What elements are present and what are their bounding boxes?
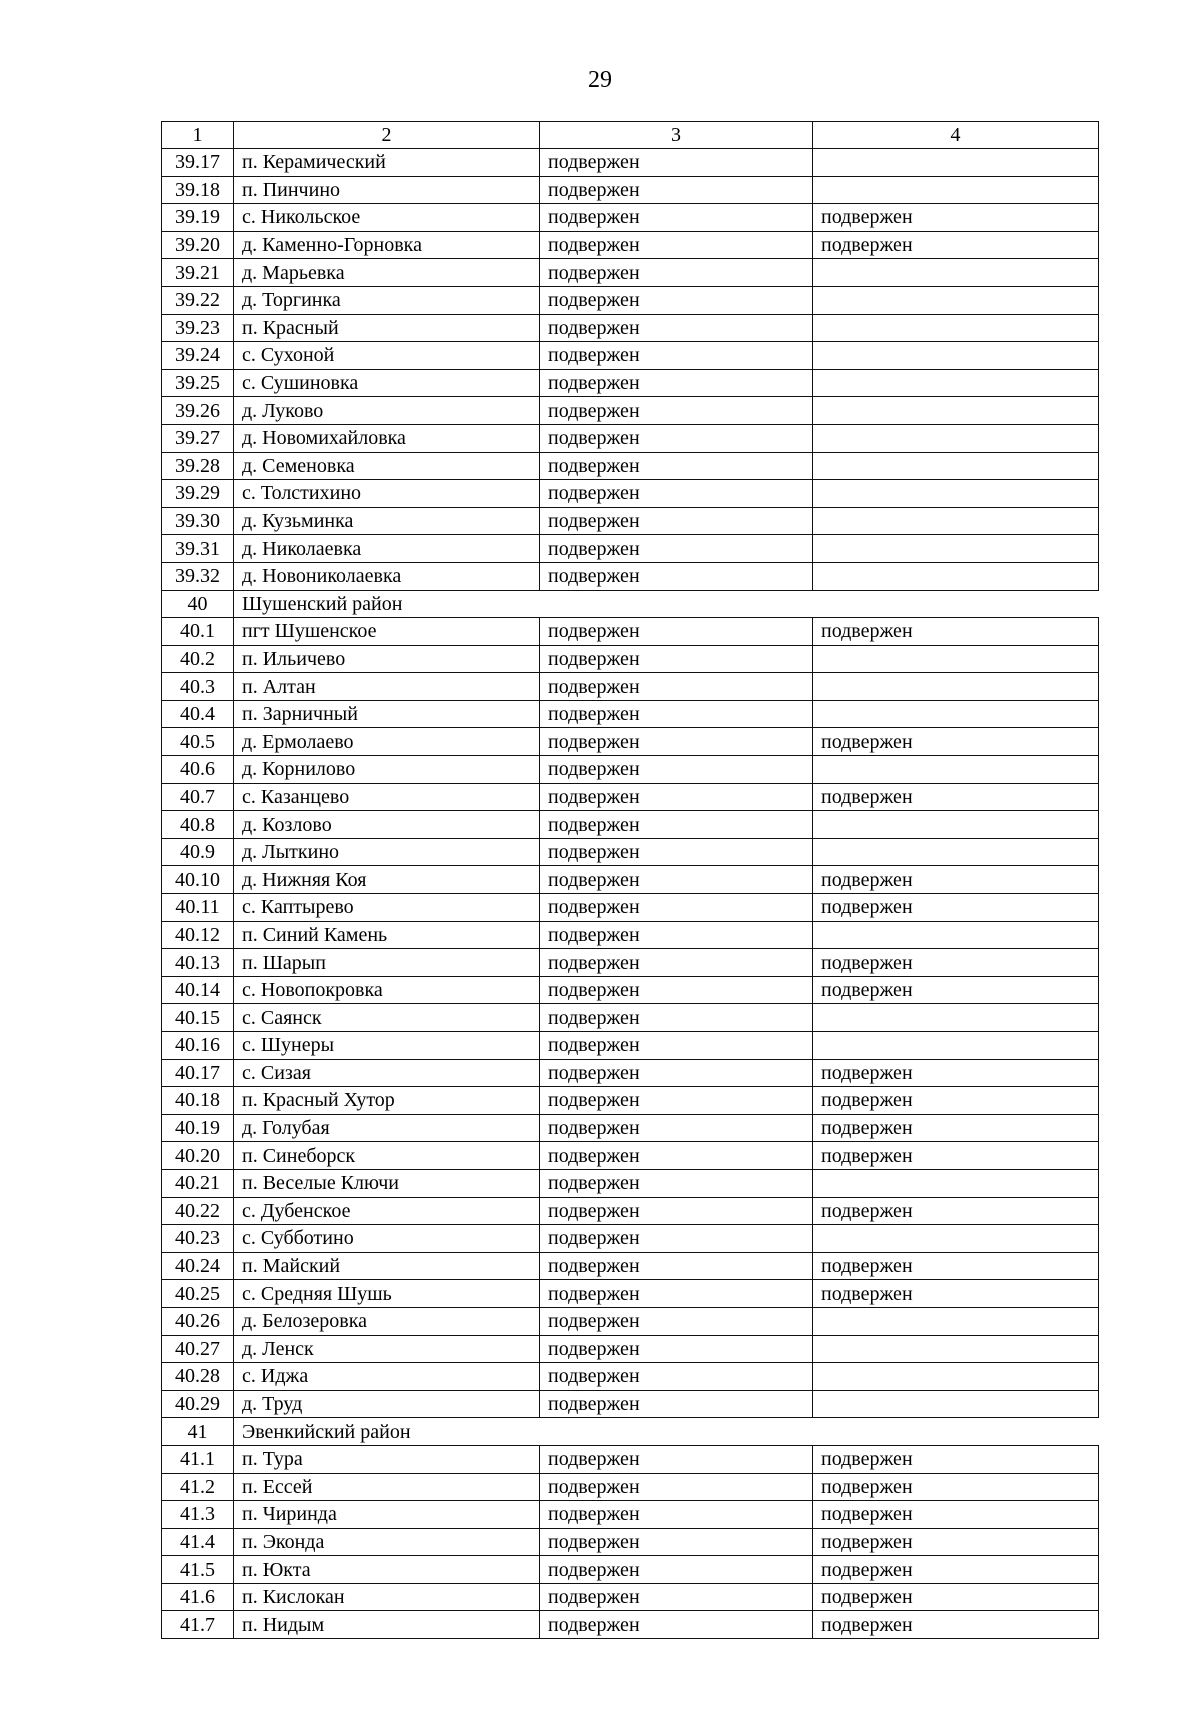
col3-status: подвержен	[540, 259, 813, 287]
row-number: 40.3	[162, 673, 234, 701]
table-row	[162, 1032, 1099, 1060]
table-row	[162, 259, 1099, 287]
col4-status: подвержен	[813, 1445, 1099, 1473]
settlement-name: д. Ермолаево	[234, 728, 540, 756]
row-number: 40.29	[162, 1390, 234, 1418]
row-number: 41	[162, 1418, 234, 1446]
table-row	[162, 976, 1099, 1004]
table-body	[162, 149, 1099, 1639]
settlement-name: п. Кислокан	[234, 1583, 540, 1611]
col4-status: подвержен	[813, 1611, 1099, 1639]
row-number: 39.17	[162, 149, 234, 177]
settlement-name: п. Синий Камень	[234, 921, 540, 949]
row-number: 40.5	[162, 728, 234, 756]
row-number: 41.6	[162, 1583, 234, 1611]
row-number: 40.19	[162, 1114, 234, 1142]
col3-status: подвержен	[540, 314, 813, 342]
table-row	[162, 1169, 1099, 1197]
settlement-name: с. Дубенское	[234, 1197, 540, 1225]
settlement-name: п. Тура	[234, 1445, 540, 1473]
col4-status	[813, 452, 1099, 480]
settlement-name: д. Корнилово	[234, 756, 540, 784]
table-row	[162, 1390, 1099, 1418]
settlement-name: д. Ленск	[234, 1335, 540, 1363]
col4-status	[813, 756, 1099, 784]
col3-status: подвержен	[540, 811, 813, 839]
row-number: 41.7	[162, 1611, 234, 1639]
settlement-name: с. Каптырево	[234, 894, 540, 922]
table-header-row	[162, 122, 1099, 149]
table-row	[162, 838, 1099, 866]
district-row	[162, 590, 1099, 618]
row-number: 40.16	[162, 1032, 234, 1060]
header-col-1: 1	[162, 122, 234, 149]
table-row	[162, 535, 1099, 563]
col3-status: подвержен	[540, 1363, 813, 1391]
col3-status: подвержен	[540, 976, 813, 1004]
row-number: 40.7	[162, 783, 234, 811]
row-number: 40.11	[162, 894, 234, 922]
col3-status: подвержен	[540, 618, 813, 646]
col3-status: подвержен	[540, 1032, 813, 1060]
table-row	[162, 1501, 1099, 1529]
row-number: 40.23	[162, 1225, 234, 1253]
col4-status: подвержен	[813, 894, 1099, 922]
col3-status: подвержен	[540, 342, 813, 370]
header-col-4: 4	[813, 122, 1099, 149]
settlement-name: д. Марьевка	[234, 259, 540, 287]
row-number: 40.10	[162, 866, 234, 894]
table-row	[162, 507, 1099, 535]
settlement-name: с. Средняя Шушь	[234, 1280, 540, 1308]
row-number: 39.25	[162, 369, 234, 397]
col3-status: подвержен	[540, 921, 813, 949]
row-number: 41.3	[162, 1501, 234, 1529]
row-number: 40.15	[162, 1004, 234, 1032]
table-row	[162, 700, 1099, 728]
col4-status: подвержен	[813, 1252, 1099, 1280]
col3-status: подвержен	[540, 1004, 813, 1032]
col4-status: подвержен	[813, 1142, 1099, 1170]
col3-status: подвержен	[540, 1169, 813, 1197]
table-row	[162, 1280, 1099, 1308]
col3-status: подвержен	[540, 369, 813, 397]
table-row	[162, 618, 1099, 646]
row-number: 40.1	[162, 618, 234, 646]
settlement-name: п. Веселые Ключи	[234, 1169, 540, 1197]
table-row	[162, 1059, 1099, 1087]
row-number: 39.21	[162, 259, 234, 287]
col4-status	[813, 397, 1099, 425]
col4-status	[813, 342, 1099, 370]
col3-status: подвержен	[540, 562, 813, 590]
row-number: 41.2	[162, 1473, 234, 1501]
header-col-3: 3	[540, 122, 813, 149]
col4-status: подвержен	[813, 1583, 1099, 1611]
row-number: 39.31	[162, 535, 234, 563]
col3-status: подвержен	[540, 1280, 813, 1308]
col4-status: подвержен	[813, 949, 1099, 977]
settlement-name: п. Юкта	[234, 1556, 540, 1584]
col4-status	[813, 1004, 1099, 1032]
table-row	[162, 728, 1099, 756]
table-row	[162, 1142, 1099, 1170]
col3-status: подвержен	[540, 894, 813, 922]
settlement-name: с. Саянск	[234, 1004, 540, 1032]
col3-status: подвержен	[540, 1528, 813, 1556]
col3-status: подвержен	[540, 1556, 813, 1584]
table-row	[162, 866, 1099, 894]
col4-status	[813, 259, 1099, 287]
row-number: 40.12	[162, 921, 234, 949]
table-row	[162, 149, 1099, 177]
settlement-name: п. Красный Хутор	[234, 1087, 540, 1115]
settlement-name: д. Нижняя Коя	[234, 866, 540, 894]
col4-status: подвержен	[813, 976, 1099, 1004]
col3-status: подвержен	[540, 949, 813, 977]
col3-status: подвержен	[540, 480, 813, 508]
settlement-name: п. Эконда	[234, 1528, 540, 1556]
table-row	[162, 1583, 1099, 1611]
col4-status	[813, 1032, 1099, 1060]
page-number: 29	[588, 67, 612, 93]
col3-status: подвержен	[540, 1252, 813, 1280]
settlement-name: с. Сушиновка	[234, 369, 540, 397]
table-row	[162, 921, 1099, 949]
table-row	[162, 645, 1099, 673]
col3-status: подвержен	[540, 728, 813, 756]
row-number: 41.5	[162, 1556, 234, 1584]
settlement-name: д. Каменно-Горновка	[234, 231, 540, 259]
row-number: 40.17	[162, 1059, 234, 1087]
col4-status	[813, 314, 1099, 342]
table-row	[162, 562, 1099, 590]
settlement-name: д. Козлово	[234, 811, 540, 839]
table-row	[162, 369, 1099, 397]
col3-status: подвержен	[540, 231, 813, 259]
settlement-name: п. Красный	[234, 314, 540, 342]
row-number: 39.30	[162, 507, 234, 535]
col4-status: подвержен	[813, 618, 1099, 646]
col4-status: подвержен	[813, 1197, 1099, 1225]
table-row	[162, 673, 1099, 701]
table-row	[162, 314, 1099, 342]
col4-status	[813, 535, 1099, 563]
col4-status: подвержен	[813, 1528, 1099, 1556]
col4-status	[813, 176, 1099, 204]
col4-status	[813, 1225, 1099, 1253]
col3-status: подвержен	[540, 673, 813, 701]
row-number: 40.14	[162, 976, 234, 1004]
col3-status: подвержен	[540, 1583, 813, 1611]
col4-status	[813, 424, 1099, 452]
settlement-name: п. Керамический	[234, 149, 540, 177]
col4-status	[813, 1335, 1099, 1363]
col3-status: подвержен	[540, 535, 813, 563]
col4-status: подвержен	[813, 1280, 1099, 1308]
col3-status: подвержен	[540, 1307, 813, 1335]
col4-status: подвержен	[813, 866, 1099, 894]
settlement-name: д. Семеновка	[234, 452, 540, 480]
table-row	[162, 204, 1099, 232]
col4-status	[813, 1363, 1099, 1391]
settlement-name: д. Луково	[234, 397, 540, 425]
col4-status	[813, 838, 1099, 866]
table-row	[162, 480, 1099, 508]
row-number: 40.22	[162, 1197, 234, 1225]
row-number: 39.20	[162, 231, 234, 259]
col3-status: подвержен	[540, 866, 813, 894]
col4-status: подвержен	[813, 783, 1099, 811]
row-number: 40.25	[162, 1280, 234, 1308]
table-row	[162, 1556, 1099, 1584]
col3-status: подвержен	[540, 1473, 813, 1501]
settlement-name: д. Новомихайловка	[234, 424, 540, 452]
table-row	[162, 1611, 1099, 1639]
col3-status: подвержен	[540, 1501, 813, 1529]
row-number: 39.18	[162, 176, 234, 204]
col3-status: подвержен	[540, 204, 813, 232]
col3-status: подвержен	[540, 783, 813, 811]
col3-status: подвержен	[540, 1225, 813, 1253]
row-number: 40.28	[162, 1363, 234, 1391]
row-number: 41.4	[162, 1528, 234, 1556]
row-number: 39.32	[162, 562, 234, 590]
table-row	[162, 756, 1099, 784]
col4-status	[813, 645, 1099, 673]
table-row	[162, 1473, 1099, 1501]
row-number: 40.2	[162, 645, 234, 673]
settlement-name: с. Субботино	[234, 1225, 540, 1253]
settlement-name: п. Алтан	[234, 673, 540, 701]
settlements-table	[161, 121, 1099, 1639]
district-name: Эвенкийский район	[234, 1418, 1099, 1446]
table-row	[162, 231, 1099, 259]
col3-status: подвержен	[540, 507, 813, 535]
settlement-name: с. Никольское	[234, 204, 540, 232]
settlement-name: с. Сизая	[234, 1059, 540, 1087]
settlement-name: п. Шарып	[234, 949, 540, 977]
table-row	[162, 342, 1099, 370]
col3-status: подвержен	[540, 286, 813, 314]
row-number: 39.24	[162, 342, 234, 370]
settlement-name: п. Чиринда	[234, 1501, 540, 1529]
row-number: 39.28	[162, 452, 234, 480]
col3-status: подвержен	[540, 424, 813, 452]
table-row	[162, 1114, 1099, 1142]
settlement-name: с. Шунеры	[234, 1032, 540, 1060]
settlement-name: д. Николаевка	[234, 535, 540, 563]
table-row	[162, 1445, 1099, 1473]
col3-status: подвержен	[540, 1114, 813, 1142]
row-number: 40.4	[162, 700, 234, 728]
row-number: 40	[162, 590, 234, 618]
row-number: 40.26	[162, 1307, 234, 1335]
row-number: 40.9	[162, 838, 234, 866]
col3-status: подвержен	[540, 397, 813, 425]
col4-status	[813, 480, 1099, 508]
settlement-name: д. Труд	[234, 1390, 540, 1418]
col3-status: подвержен	[540, 176, 813, 204]
col3-status: подвержен	[540, 1335, 813, 1363]
table-row	[162, 1528, 1099, 1556]
settlement-name: д. Торгинка	[234, 286, 540, 314]
settlement-name: д. Лыткино	[234, 838, 540, 866]
settlement-name: с. Иджа	[234, 1363, 540, 1391]
district-row	[162, 1418, 1099, 1446]
col3-status: подвержен	[540, 1390, 813, 1418]
col4-status: подвержен	[813, 1501, 1099, 1529]
table-row	[162, 783, 1099, 811]
row-number: 41.1	[162, 1445, 234, 1473]
col4-status	[813, 562, 1099, 590]
settlement-name: д. Новониколаевка	[234, 562, 540, 590]
district-name: Шушенский район	[234, 590, 1099, 618]
settlement-name: п. Нидым	[234, 1611, 540, 1639]
col4-status: подвержен	[813, 1473, 1099, 1501]
table-row	[162, 949, 1099, 977]
col3-status: подвержен	[540, 756, 813, 784]
settlement-name: п. Майский	[234, 1252, 540, 1280]
settlement-name: д. Белозеровка	[234, 1307, 540, 1335]
row-number: 40.13	[162, 949, 234, 977]
table-row	[162, 894, 1099, 922]
settlement-name: пгт Шушенское	[234, 618, 540, 646]
table-row	[162, 1307, 1099, 1335]
col3-status: подвержен	[540, 1059, 813, 1087]
settlement-name: д. Кузьминка	[234, 507, 540, 535]
table-row	[162, 1252, 1099, 1280]
table-row	[162, 811, 1099, 839]
col4-status	[813, 1169, 1099, 1197]
col3-status: подвержен	[540, 1142, 813, 1170]
header-col-2: 2	[234, 122, 540, 149]
settlement-name: п. Ессей	[234, 1473, 540, 1501]
col3-status: подвержен	[540, 1197, 813, 1225]
col4-status: подвержен	[813, 231, 1099, 259]
col3-status: подвержен	[540, 1087, 813, 1115]
col4-status: подвержен	[813, 1087, 1099, 1115]
row-number: 39.26	[162, 397, 234, 425]
settlement-name: с. Толстихино	[234, 480, 540, 508]
row-number: 39.22	[162, 286, 234, 314]
col4-status	[813, 369, 1099, 397]
col3-status: подвержен	[540, 1445, 813, 1473]
settlement-name: п. Ильичево	[234, 645, 540, 673]
table-row	[162, 176, 1099, 204]
row-number: 40.6	[162, 756, 234, 784]
row-number: 40.24	[162, 1252, 234, 1280]
col3-status: подвержен	[540, 838, 813, 866]
col4-status	[813, 149, 1099, 177]
settlement-name: с. Новопокровка	[234, 976, 540, 1004]
settlement-name: д. Голубая	[234, 1114, 540, 1142]
row-number: 39.29	[162, 480, 234, 508]
row-number: 39.23	[162, 314, 234, 342]
col3-status: подвержен	[540, 1611, 813, 1639]
col4-status: подвержен	[813, 1114, 1099, 1142]
settlement-name: с. Сухоной	[234, 342, 540, 370]
col4-status	[813, 507, 1099, 535]
col4-status	[813, 811, 1099, 839]
row-number: 40.27	[162, 1335, 234, 1363]
row-number: 40.18	[162, 1087, 234, 1115]
col4-status: подвержен	[813, 204, 1099, 232]
col4-status	[813, 700, 1099, 728]
table-row	[162, 1225, 1099, 1253]
row-number: 40.8	[162, 811, 234, 839]
table-row	[162, 1335, 1099, 1363]
col3-status: подвержен	[540, 700, 813, 728]
col4-status	[813, 921, 1099, 949]
col4-status	[813, 1390, 1099, 1418]
table-row	[162, 452, 1099, 480]
table-row	[162, 1087, 1099, 1115]
settlement-name: п. Пинчино	[234, 176, 540, 204]
col4-status: подвержен	[813, 1556, 1099, 1584]
row-number: 39.27	[162, 424, 234, 452]
settlement-name: с. Казанцево	[234, 783, 540, 811]
table-row	[162, 1363, 1099, 1391]
table-row	[162, 286, 1099, 314]
col4-status: подвержен	[813, 1059, 1099, 1087]
table-row	[162, 397, 1099, 425]
table-row	[162, 1004, 1099, 1032]
col4-status: подвержен	[813, 728, 1099, 756]
row-number: 40.21	[162, 1169, 234, 1197]
table-row	[162, 424, 1099, 452]
col4-status	[813, 286, 1099, 314]
settlement-name: п. Зарничный	[234, 700, 540, 728]
col3-status: подвержен	[540, 645, 813, 673]
row-number: 40.20	[162, 1142, 234, 1170]
col3-status: подвержен	[540, 149, 813, 177]
col4-status	[813, 673, 1099, 701]
table-row	[162, 1197, 1099, 1225]
col3-status: подвержен	[540, 452, 813, 480]
settlement-name: п. Синеборск	[234, 1142, 540, 1170]
col4-status	[813, 1307, 1099, 1335]
row-number: 39.19	[162, 204, 234, 232]
